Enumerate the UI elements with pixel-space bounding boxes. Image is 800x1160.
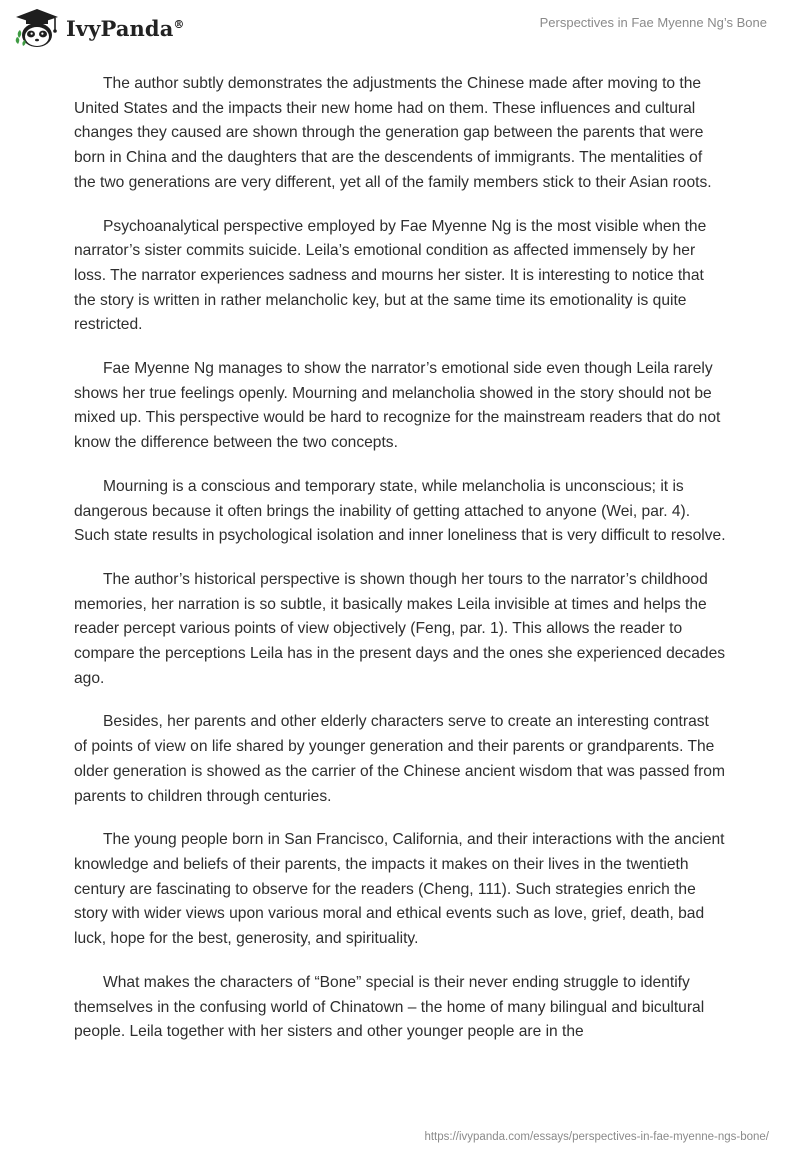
essay-body <box>74 72 726 1064</box>
source-url[interactable]: https://ivypanda.com/essays/perspectives-in-fae-myenne-ngs-bone/ <box>424 1131 769 1143</box>
brand-name: IvyPanda® <box>66 15 185 41</box>
paragraph: The author’s historical perspective is shown though her tours to the narrator’s childhood memories, her narration is so subtle, it basically makes Leila invisible at times and helps the reader percept various points of view objectively (Feng, par. 1). This allows the reader to compare the perceptions Leila has in the present days and the ones she experienced decades ago. <box>74 570 726 687</box>
panda-graduate-icon <box>14 8 60 48</box>
paragraph: What makes the characters of “Bone” special is their never ending struggle to identify themselves in the confusing world of Chinatown – the home of many bilingual and bicultural people. Leila together with her sisters and other younger people are in the <box>74 973 705 1041</box>
paragraph: Mourning is a conscious and temporary state, while melancholia is unconscious; it is dangerous because it often brings the inability of getting attached to anyone (Wei, par. 4). Such state results in psychological isolation and inner loneliness that is very difficult to resolve. <box>74 477 726 545</box>
paragraph: Psychoanalytical perspective employed by Fae Myenne Ng is the most visible when the narrator’s sister commits suicide. Leila’s emotional condition as affected immensely by her loss. The narrator experiences sadness and mourns her sister. It is interesting to notice that the story is written in rather melancholic key, but at the same time its emotionality is quite restricted. <box>74 217 707 334</box>
paragraph: The young people born in San Francisco, California, and their interactions with the ancient knowledge and beliefs of their parents, the impacts it makes on their lives in the twentieth century are fascinating to observe for the readers (Cheng, 111). Such strategies enrich the story with wider views upon various moral and ethical events such as love, grief, death, bad luck, hope for the best, generosity, and spirituality. <box>74 831 725 948</box>
paragraph: The author subtly demonstrates the adjustments the Chinese made after moving to the United States and the impacts their new home had on them. These influences and cultural changes they caused are shown through the generation gap between the parents that were born in China and the daughters that are the descendents of immigrants. The mentalities of the two generations are very different, yet all of the family members stick to their Asian roots. <box>74 75 712 191</box>
document-title: Perspectives in Fae Myenne Ng’s Bone <box>539 15 767 30</box>
paragraph: Fae Myenne Ng manages to show the narrator’s emotional side even though Leila rarely shows her true feelings openly. Mourning and melancholia showed in the story should not be mixed up. This perspective would be hard to recognize for the mainstream readers that do not know the difference between the two concepts. <box>74 360 721 452</box>
page-header <box>0 0 800 60</box>
ivypanda-logo[interactable] <box>14 8 185 48</box>
paragraph: Besides, her parents and other elderly characters serve to create an interesting contrast of points of view on life shared by younger generation and their parents or grandparents. The older generation is showed as the carrier of the Chinese ancient wisdom that was passed from parents to children through centuries. <box>74 713 725 805</box>
